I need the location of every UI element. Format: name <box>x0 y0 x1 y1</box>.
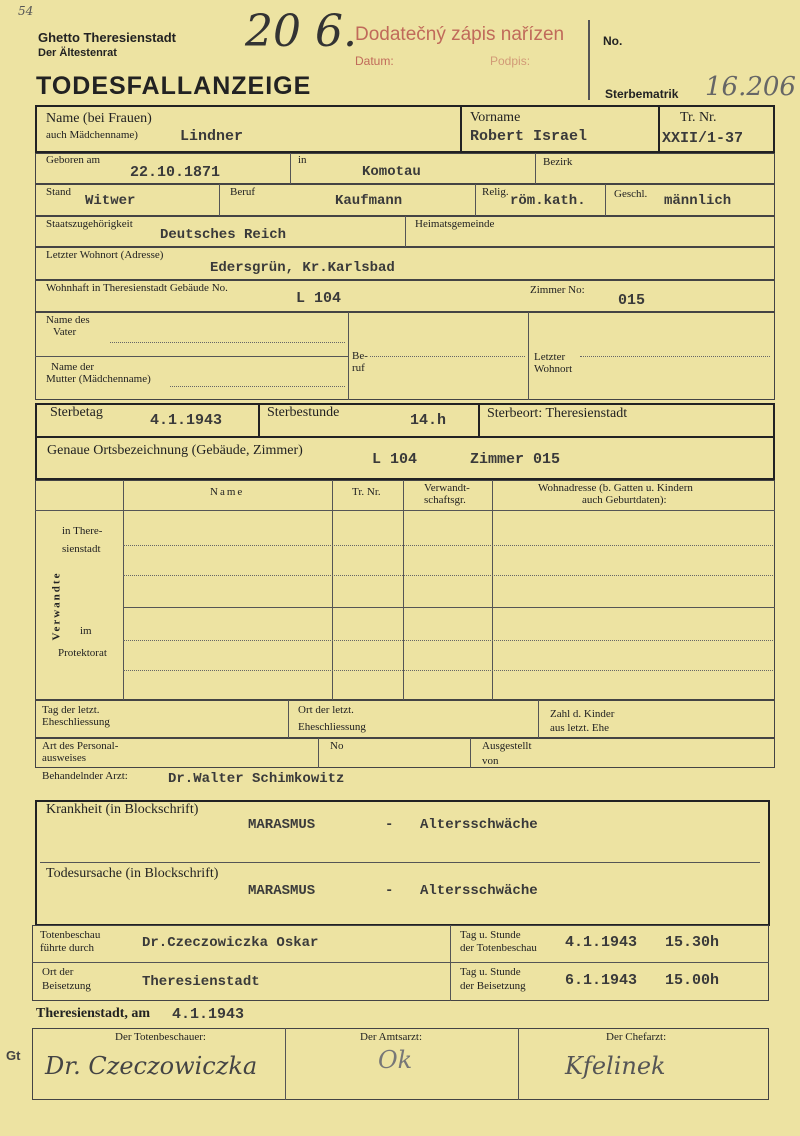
form-title: TODESFALLANZEIGE <box>36 72 312 100</box>
vater-sub-label: Vater <box>53 326 77 338</box>
zimmer-value: 015 <box>618 292 646 309</box>
death-box <box>35 403 775 480</box>
ehe-ort-label: Ort der letzt. <box>298 704 354 716</box>
sterbetag-label: Sterbetag <box>50 405 103 420</box>
ursache-label: Todesursache (in Blockschrift) <box>46 866 219 881</box>
wohnort-label: Letzter Wohnort (Adresse) <box>46 249 164 261</box>
chefarzt-signature: Kfelinek <box>565 1052 666 1080</box>
beschau-hour: 15.30h <box>665 934 720 951</box>
relatives-table <box>35 480 775 700</box>
surname-value: Lindner <box>180 128 244 145</box>
beschau-date: 4.1.1943 <box>565 934 638 951</box>
sterbeort-label: Sterbeort: Theresienstadt <box>487 406 628 421</box>
relatives-adr-col: Wohnadresse (b. Gatten u. Kindern <box>538 482 693 494</box>
name-label: Name (bei Frauen) <box>46 111 152 126</box>
totenbeschauer-signature: Dr. Czeczowiczka <box>45 1052 258 1080</box>
vater-label: Name des <box>46 314 90 326</box>
handwritten-number: 20 6. <box>245 6 357 57</box>
beruf-label: Beruf <box>230 186 256 198</box>
ursache-dash: - <box>385 883 394 899</box>
vorname-value: Robert Israel <box>470 128 588 145</box>
beruf2-label: Be- <box>352 350 368 362</box>
gt-mark: Gt <box>6 1048 21 1063</box>
ursache-value: MARASMUS <box>248 883 316 899</box>
beisetzung-date: 6.1.1943 <box>565 972 638 989</box>
kinder-label: Zahl d. Kinder <box>550 708 615 720</box>
sterbestunde-label: Sterbestunde <box>267 405 340 420</box>
stand-value: Witwer <box>85 193 136 209</box>
protektorat-label: Protektorat <box>58 647 107 659</box>
ehe-tag-label: Tag der letzt. <box>42 704 100 716</box>
beisetzung-time-sub: der Beisetzung <box>460 980 526 992</box>
letzter-label: Letzter <box>534 351 566 363</box>
beschau-time-sub: der Totenbeschau <box>460 942 537 954</box>
im-label: im <box>80 625 92 637</box>
beruf-value: Kaufmann <box>335 193 403 209</box>
ausweis-sub: ausweises <box>42 752 86 764</box>
ausweis-no-label: No <box>330 740 344 752</box>
org-name: Ghetto Theresienstadt <box>38 30 176 45</box>
sterbestunde-value: 14.h <box>410 412 447 429</box>
ausweis-label: Art des Personal- <box>42 740 119 752</box>
stamp-title: Dodatečný zápis nařízen <box>355 24 565 45</box>
chefarzt-label: Der Chefarzt: <box>606 1031 667 1043</box>
geschl-value: männlich <box>664 193 732 209</box>
stamp-sign-label: Podpis: <box>490 54 531 68</box>
krankheit-value: MARASMUS <box>248 817 316 833</box>
in-there-label: in There- <box>62 525 103 537</box>
arzt-value: Dr.Walter Schimkowitz <box>168 771 345 787</box>
relatives-verw-col2: schaftsgr. <box>424 494 466 506</box>
place-date-value: 4.1.1943 <box>172 1006 245 1023</box>
born-value: 22.10.1871 <box>130 164 221 181</box>
beisetzung-hour: 15.00h <box>665 972 720 989</box>
beisetzung-ort-value: Theresienstadt <box>142 974 260 990</box>
totenbeschau-sub: führte durch <box>40 942 95 954</box>
staat-value: Deutsches Reich <box>160 227 287 243</box>
relatives-verw-col: Verwandt- <box>424 482 470 494</box>
birthplace-value: Komotau <box>362 164 421 180</box>
arzt-label: Behandelnder Arzt: <box>42 770 128 782</box>
no-label: No. <box>603 34 623 48</box>
in-there2-label: sienstadt <box>62 543 101 555</box>
bezirk-label: Bezirk <box>543 156 573 168</box>
beisetzung-ort-label: Ort der <box>42 966 74 978</box>
in-label: in <box>298 154 307 166</box>
matrik-value: 16.206 <box>705 72 796 102</box>
ursache-value2: Altersschwäche <box>420 883 538 899</box>
header-divider <box>588 20 590 100</box>
ausgestellt-label: Ausgestellt <box>482 740 532 752</box>
stand-label: Stand <box>46 186 72 198</box>
beisetzung-time-label: Tag u. Stunde <box>460 966 521 978</box>
stamp-date-label: Datum: <box>355 54 394 68</box>
wohnhaft-label: Wohnhaft in Theresienstadt Gebäude No. <box>46 282 228 294</box>
relatives-name-col: Name <box>210 486 245 498</box>
relig-value: röm.kath. <box>510 193 586 209</box>
beschau-time-label: Tag u. Stunde <box>460 929 521 941</box>
mutter-sub-label: Mutter (Mädchenname) <box>46 373 151 385</box>
place-date-label: Theresienstadt, am <box>36 1006 151 1021</box>
ortsbezeichnung-label: Genaue Ortsbezeichnung (Gebäude, Zimmer) <box>47 443 303 458</box>
krankheit-value2: Altersschwäche <box>420 817 538 833</box>
ehe-ort-sub: Eheschliessung <box>298 721 366 733</box>
disease-box <box>35 800 770 926</box>
relatives-adr-col2: auch Geburtdaten): <box>582 494 667 506</box>
geschl-label: Geschl. <box>614 188 648 200</box>
heimat-label: Heimatsgemeinde <box>415 218 495 230</box>
relig-label: Relig. <box>482 186 509 198</box>
name-sub-label: auch Mädchenname) <box>46 129 138 141</box>
sterbetag-value: 4.1.1943 <box>150 412 223 429</box>
staat-label: Staatszugehörigkeit <box>46 218 133 230</box>
vorname-label: Vorname <box>470 110 521 125</box>
matrik-label: Sterbematrik <box>605 87 679 101</box>
trnr-value: XXII/1-37 <box>662 130 744 147</box>
totenbeschau-value: Dr.Czeczowiczka Oskar <box>142 935 319 951</box>
wohnhaft-value: L 104 <box>296 290 342 307</box>
totenbeschau-label: Totenbeschau <box>40 929 101 941</box>
beisetzung-ort-sub: Beisetzung <box>42 980 91 992</box>
trnr-label: Tr. Nr. <box>680 110 717 125</box>
relatives-trnr-col: Tr. Nr. <box>352 486 381 498</box>
corner-note: 54 <box>18 4 34 18</box>
krankheit-label: Krankheit (in Blockschrift) <box>46 802 199 817</box>
ortsbezeichnung-room: Zimmer 015 <box>470 451 561 468</box>
totenbeschauer-label: Der Totenbeschauer: <box>115 1031 206 1043</box>
zimmer-label: Zimmer No: <box>530 284 585 296</box>
krankheit-dash: - <box>385 817 394 833</box>
ortsbezeichnung-building: L 104 <box>372 451 418 468</box>
amtsarzt-signature: Ok <box>378 1046 413 1074</box>
mutter-label: Name der <box>51 361 95 373</box>
beruf2-sub-label: ruf <box>352 362 365 374</box>
ehe-tag-sub: Eheschliessung <box>42 716 110 728</box>
letzter-sub-label: Wohnort <box>534 363 573 375</box>
kinder-sub: aus letzt. Ehe <box>550 722 609 734</box>
born-label: Geboren am <box>46 154 101 166</box>
amtsarzt-label: Der Amtsarzt: <box>360 1031 423 1043</box>
wohnort-value: Edersgrün, Kr.Karlsbad <box>210 260 395 276</box>
verwandte-side-label: Verwandte <box>50 571 63 641</box>
org-council: Der Ältestenrat <box>38 47 117 59</box>
ausgestellt-sub: von <box>482 755 499 767</box>
